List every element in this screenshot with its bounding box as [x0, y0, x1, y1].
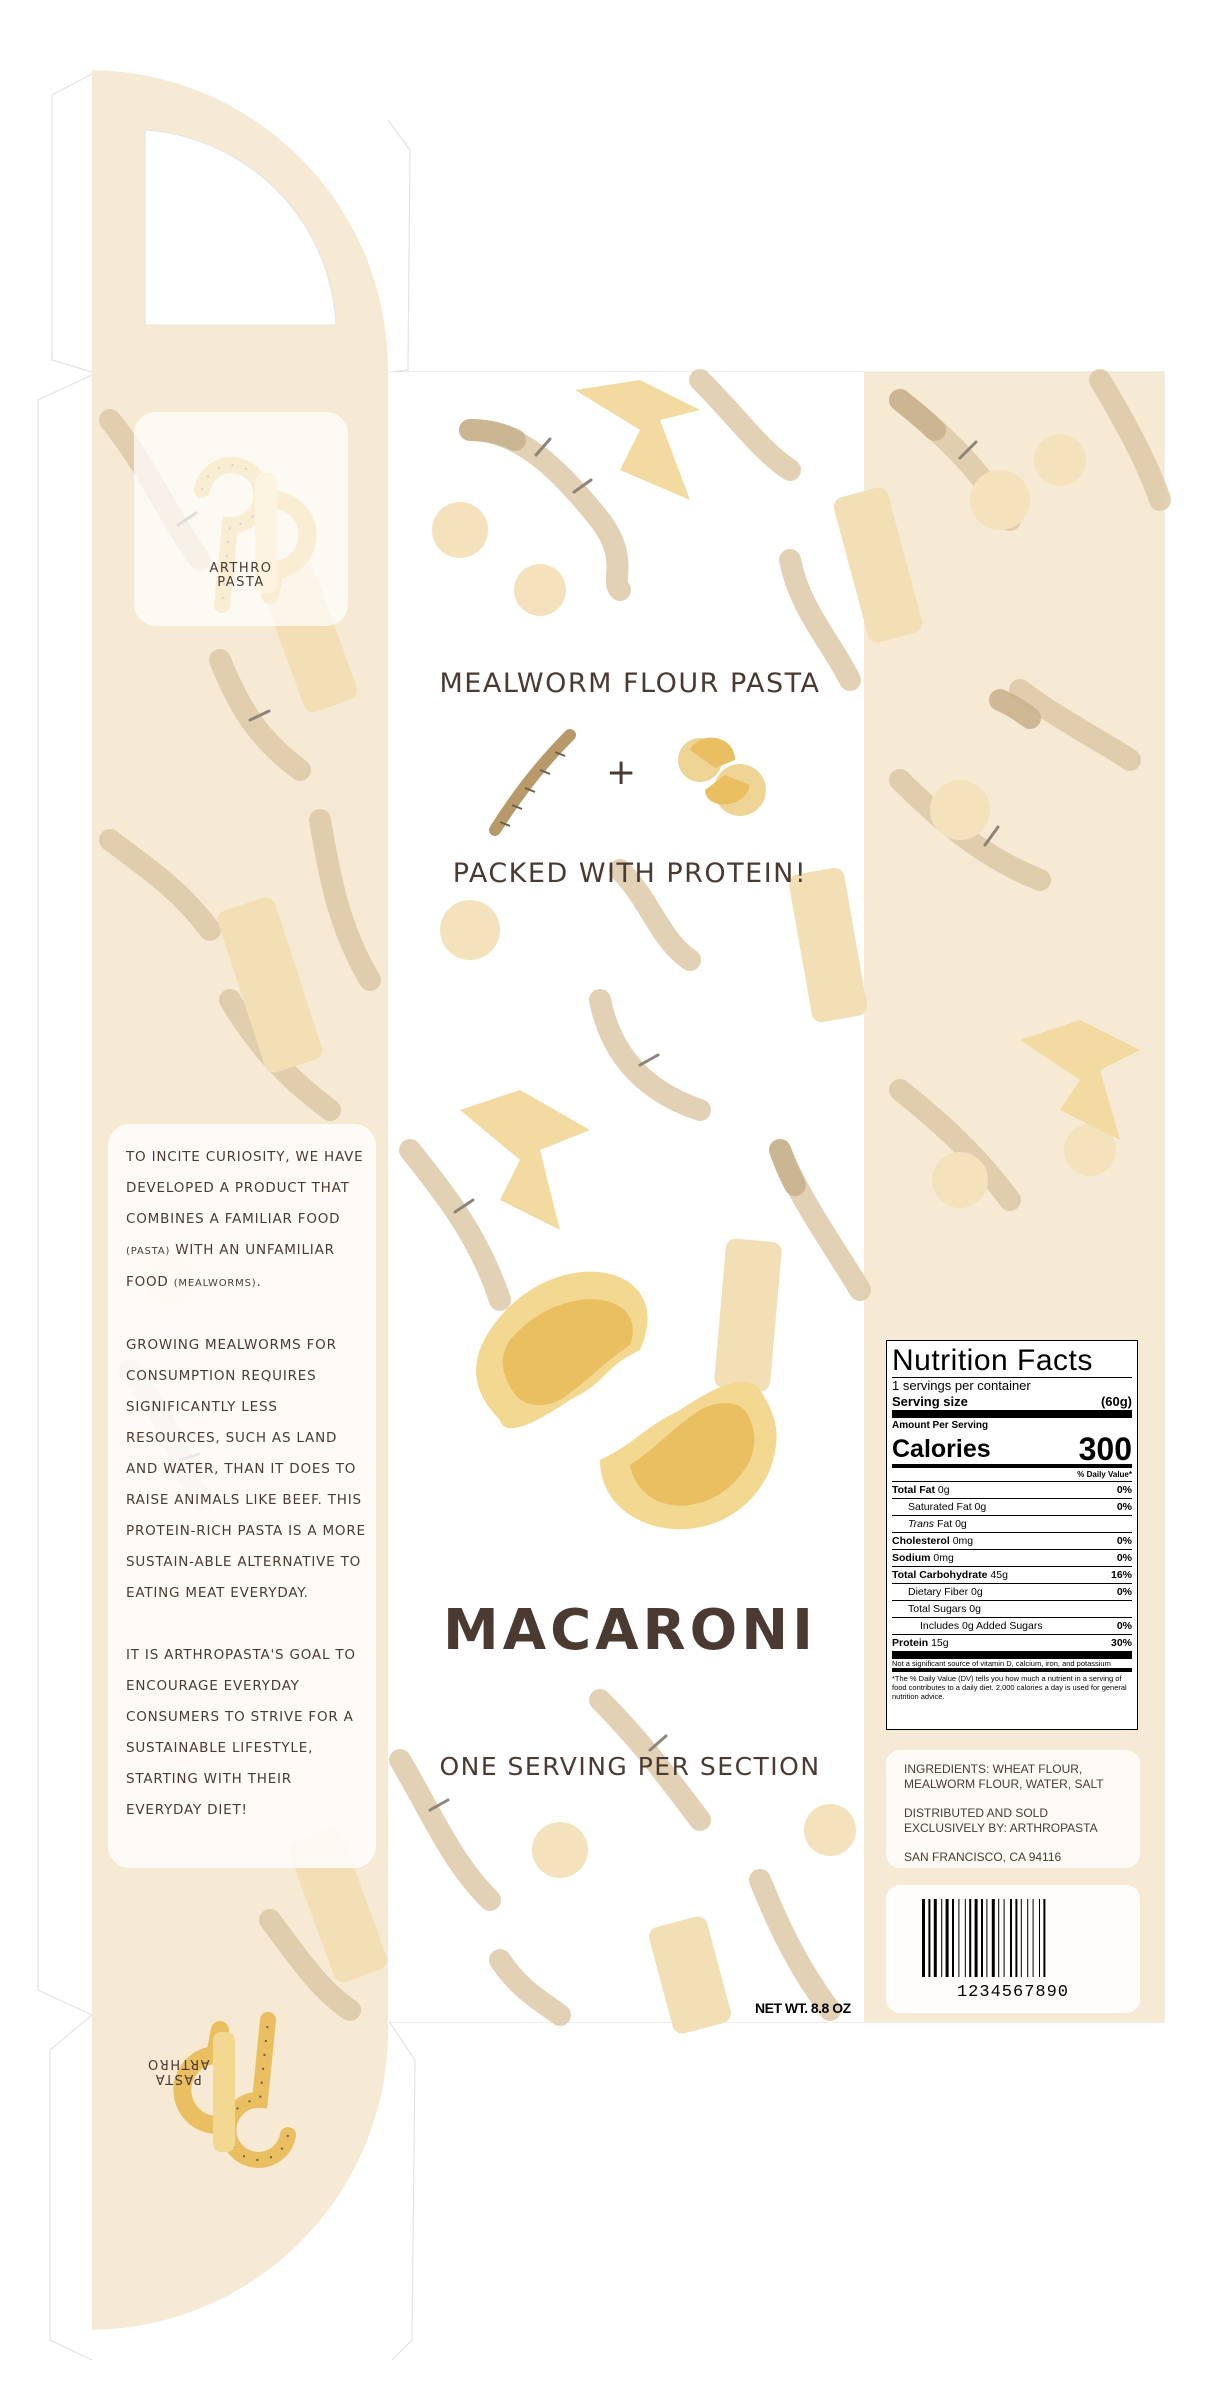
bottom-brand-line1: ARTHRO [146, 2056, 210, 2071]
product-name: MACARONI [443, 1598, 817, 1663]
bottom-brand-line2: PASTA [154, 2071, 202, 2086]
nutrient-amount: 0g [974, 1501, 987, 1513]
nutrition-facts-label [886, 1340, 1138, 1730]
footnote-2: *The % Daily Value (DV) tells you how much a nutrient in a serving of food contributes to a daily diet. 2,000 calories a day is used for general nutrition advice. [892, 1668, 1132, 1701]
barcode-bar [998, 1899, 999, 1977]
barcode-icon [886, 1885, 1140, 1985]
story-p1-d: (MEALWORMS) [173, 1278, 257, 1289]
nutrient-label: Trans [908, 1518, 935, 1530]
calories-row [892, 1431, 1132, 1467]
barcode-bar [941, 1899, 942, 1977]
nutrient-dv: 0% [1116, 1501, 1132, 1513]
story-text [126, 1142, 366, 1857]
nutrient-dv: 0% [1116, 1586, 1132, 1598]
dv-header: % Daily Value* [1077, 1470, 1132, 1479]
barcode-bar [1043, 1899, 1045, 1977]
net-weight: NET WT. 8.8 OZ [755, 2000, 851, 2016]
story-paragraph-1 [126, 1142, 366, 1299]
nutrient-amount: 0g [937, 1484, 950, 1496]
nutrient-row [892, 1549, 1132, 1566]
barcode-card [886, 1885, 1140, 2013]
barcode-bar [981, 1899, 983, 1977]
nutrient-label: Cholesterol [892, 1535, 950, 1547]
barcode-bar [965, 1899, 966, 1977]
plus-sign: + [606, 752, 637, 793]
info-text [904, 1762, 1129, 1865]
nutrient-label: Total Sugars [908, 1603, 967, 1615]
front-tagline: MEALWORM FLOUR PASTA [439, 668, 821, 699]
nutrient-row [892, 1617, 1132, 1634]
logo-brand-line1: ARTHRO [209, 561, 273, 576]
nutrient-label: Total Carbohydrate [892, 1569, 988, 1581]
nutrient-dv: 30% [1110, 1637, 1132, 1649]
calories-label: Calories [892, 1435, 991, 1463]
nutrient-label: Saturated Fat [908, 1501, 972, 1513]
nutrient-label: Total Fat [892, 1484, 935, 1496]
bottom-flap [92, 2022, 388, 2330]
calories-value: 300 [1078, 1431, 1132, 1467]
nutrition-title: Nutrition Facts [892, 1344, 1093, 1377]
story-p1-b: (PASTA) [126, 1246, 171, 1257]
barcode-bar [922, 1899, 925, 1977]
story-paragraph-2: GROWING MEALWORMS FOR CONSUMPTION REQUIRES SIGNIFICANTLY LESS RESOURCES, SUCH AS LAND AND WATER, THAN IT DOES TO RAISE ANIMALS LIKE BEEF. THIS PROTEIN-RICH PASTA IS A MORE SUSTAIN-ABLE ALTERNATIVE TO EATING MEAT EVERYDAY. [126, 1337, 366, 1601]
nutrient-row [892, 1498, 1132, 1515]
barcode-bar [1004, 1899, 1005, 1977]
servings-text: 1 servings per container [892, 1378, 1031, 1393]
logo-brand-line2: PASTA [217, 575, 265, 590]
nutrient-row [892, 1481, 1132, 1498]
nutrient-amount: 0mg [933, 1552, 954, 1564]
front-claim: PACKED WITH PROTEIN! [452, 858, 808, 889]
nutrient-amount: 0mg [952, 1535, 974, 1547]
nutrient-dv: 0% [1116, 1620, 1132, 1632]
story-card [108, 1124, 376, 1868]
barcode-bar [1010, 1899, 1012, 1977]
barcode-bar [1015, 1899, 1017, 1977]
barcode-bar [1027, 1899, 1028, 1977]
story-p1-c: WITH AN UNFAMILIAR FOOD [126, 1242, 335, 1290]
nutrient-row [892, 1532, 1132, 1549]
barcode-bar [992, 1899, 995, 1977]
nutrient-amount: 0g [971, 1586, 983, 1598]
nutrient-amount: Fat 0g [936, 1518, 967, 1530]
nutrient-row [892, 1566, 1132, 1583]
footnote-1: Not a significant source of vitamin D, calcium, iron, and potassium [892, 1651, 1132, 1668]
barcode-bar [1033, 1899, 1034, 1977]
story-paragraph-3: IT IS ARTHROPASTA'S GOAL TO ENCOURAGE EVERYDAY CONSUMERS TO STRIVE FOR A SUSTAINABLE LIFESTYLE, STARTING WITH THEIR EVERYDAY DIET! [126, 1647, 356, 1818]
ingredients: INGREDIENTS: WHEAT FLOUR, MEALWORM FLOUR, WATER, SALT [904, 1762, 1104, 1791]
barcode-number: 1234567890 [956, 1983, 1070, 2002]
serving-size-value: (60g) [1100, 1394, 1132, 1409]
serving-size-label: Serving size [892, 1394, 968, 1409]
barcode-bar [1021, 1899, 1022, 1977]
barcode-bar [969, 1899, 971, 1977]
barcode-bar [986, 1899, 987, 1977]
nutrient-row [892, 1583, 1132, 1600]
nutrient-label: Dietary Fiber [908, 1586, 969, 1598]
nutrient-row [892, 1515, 1132, 1532]
nutrient-dv: 0% [1116, 1484, 1132, 1496]
nutrient-label: Sodium [892, 1552, 931, 1564]
distributed-by: DISTRIBUTED AND SOLD EXCLUSIVELY BY: ARTHROPASTA [904, 1806, 1098, 1835]
nutrient-label: Protein [892, 1637, 929, 1649]
info-card [886, 1750, 1140, 1868]
barcode-bar [975, 1899, 978, 1977]
barcode-bar [934, 1899, 937, 1977]
barcode-bar [952, 1899, 954, 1977]
nutrient-dv: 0% [1116, 1552, 1132, 1564]
nutrient-dv: 16% [1110, 1569, 1132, 1581]
barcode-bar [928, 1899, 930, 1977]
location: SAN FRANCISCO, CA 94116 [904, 1850, 1062, 1864]
serving-note: ONE SERVING PER SECTION [439, 1752, 821, 1781]
nutrient-amount: 0g [969, 1603, 981, 1615]
nutrient-label: Includes 0g Added Sugars [920, 1620, 1043, 1632]
servings-row [892, 1377, 1132, 1394]
barcode-bar [1039, 1899, 1040, 1977]
amount-label: Amount Per Serving [892, 1420, 989, 1431]
barcode-bar [946, 1899, 949, 1977]
bottom-flap-brand [147, 2056, 210, 2086]
nutrient-amount: 45g [990, 1569, 1008, 1581]
nutrient-row [892, 1600, 1132, 1617]
logo-card [134, 412, 348, 626]
story-p1-e: . [256, 1274, 262, 1290]
story-p1-a: TO INCITE CURIOSITY, WE HAVE DEVELOPED A PRODUCT THAT COMBINES A FAMILIAR FOOD [126, 1149, 364, 1227]
serving-size-row [892, 1394, 1132, 1410]
barcode-bar [958, 1899, 959, 1977]
nutrient-row [892, 1634, 1132, 1651]
nutrient-dv: 0% [1116, 1535, 1132, 1547]
nutrient-amount: 15g [931, 1637, 949, 1649]
